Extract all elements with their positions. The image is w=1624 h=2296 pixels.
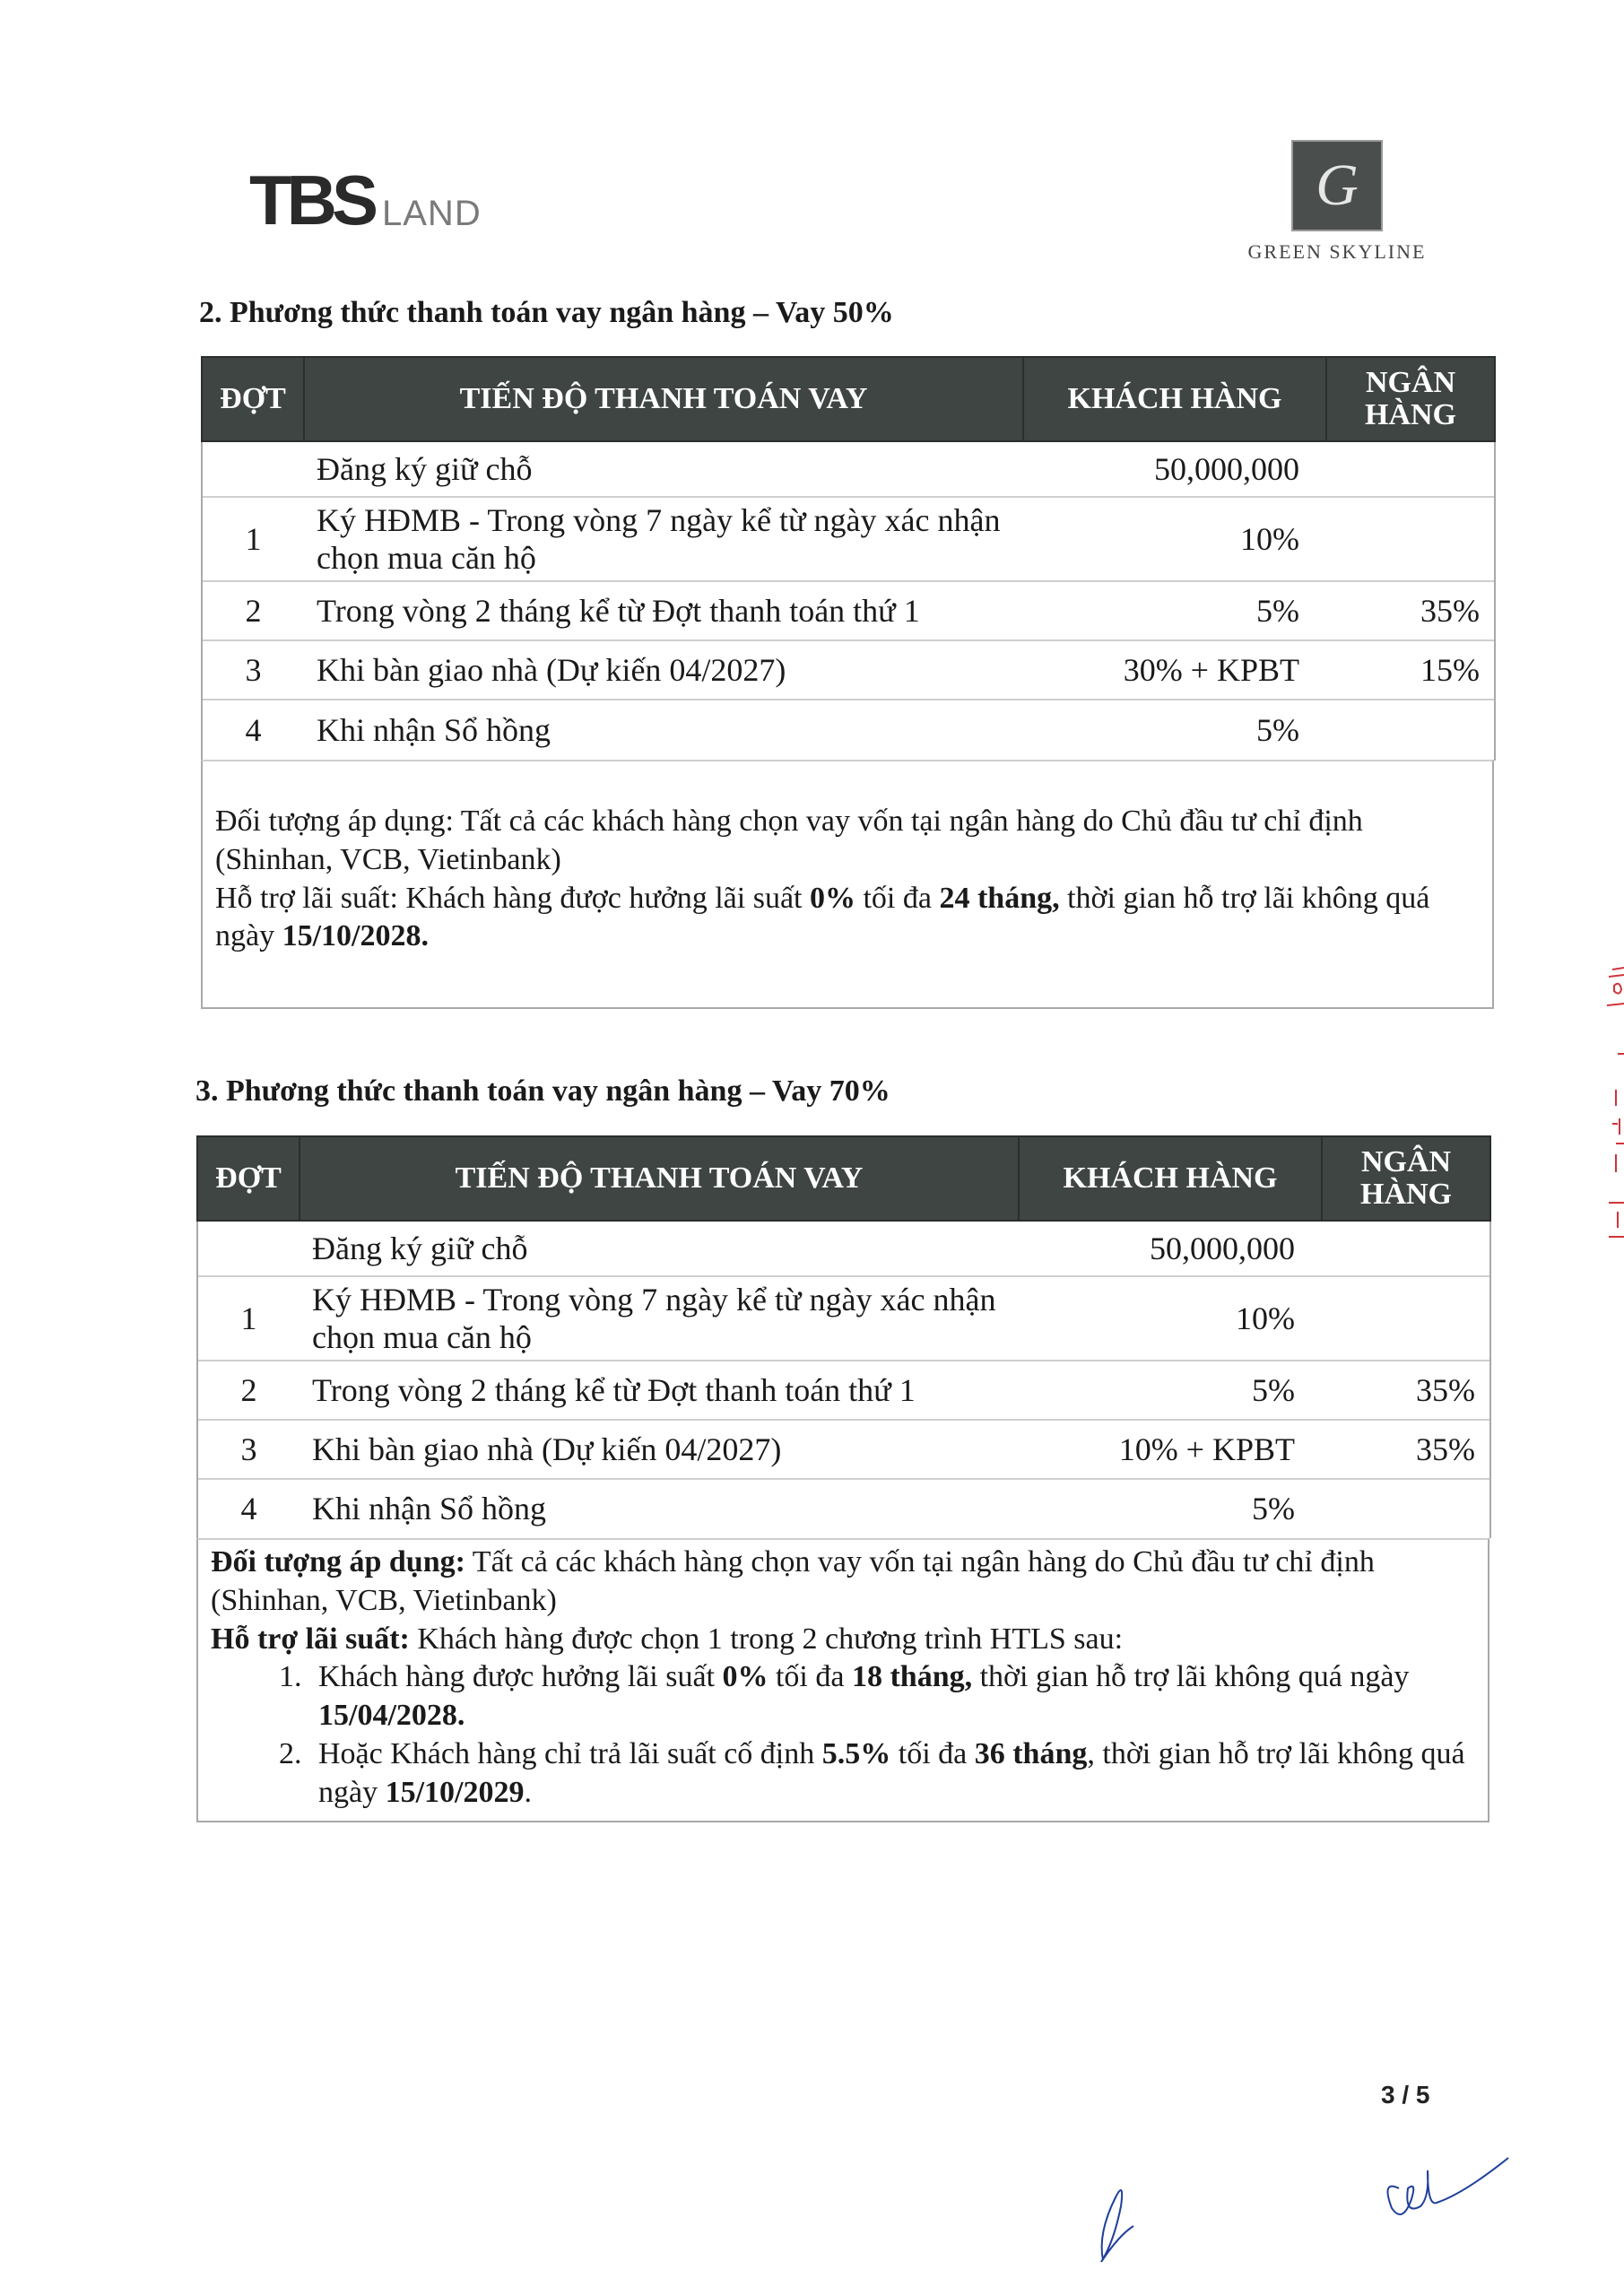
row-customer: 30% + KPBT — [1023, 640, 1326, 700]
applicable-text: Đối tượng áp dụng: Tất cả các khách hàng chọn vay vốn tại ngân hàng do Chủ đầu tư chỉ định (Shinhan, VCB, Vietinbank) — [215, 804, 1363, 876]
row-desc: Đăng ký giữ chỗ — [300, 1221, 1019, 1276]
row-dot: 1 — [197, 1276, 300, 1361]
tbs-land-logo — [249, 161, 482, 239]
col-header-dot: ĐỢT — [202, 357, 304, 441]
row-customer: 5% — [1023, 581, 1326, 640]
section-3-title: 3. Phương thức thanh toán vay ngân hàng – Vay 70% — [195, 1074, 890, 1108]
table-row — [197, 1420, 1490, 1479]
col-header-customer: KHÁCH HÀNG — [1023, 357, 1326, 441]
table-row — [197, 1221, 1490, 1276]
row-customer: 5% — [1023, 700, 1326, 761]
interest-options-list — [211, 1658, 1475, 1812]
row-dot: 1 — [202, 497, 304, 581]
col-header-bank-line2: HÀNG — [1365, 398, 1456, 431]
col-header-bank — [1322, 1136, 1490, 1221]
logo-land-text: LAND — [382, 194, 482, 233]
green-skyline-logo-letter: G — [1316, 152, 1359, 218]
list-item: 2. Hoặc Khách hàng chỉ trả lãi suất cố định 5.5% tối đa 36 tháng, thời gian hỗ trợ lãi không quá ngày 15/10/2029. — [309, 1735, 1475, 1813]
table-row — [197, 1361, 1490, 1420]
table-row — [202, 581, 1495, 640]
interest-support-text: Hỗ trợ lãi suất: Khách hàng được chọn 1 trong 2 chương trình HTLS sau: — [211, 1622, 1124, 1656]
row-dot: 2 — [202, 581, 304, 640]
payment-table-70 — [196, 1135, 1491, 1538]
row-customer: 50,000,000 — [1023, 441, 1326, 497]
row-dot: 4 — [197, 1479, 300, 1538]
list-item: 1. Khách hàng được hưởng lãi suất 0% tối đa 18 tháng, thời gian hỗ trợ lãi không quá ngày 15/04/2028. — [309, 1658, 1475, 1735]
logo-tbs-text: TBS — [249, 161, 373, 239]
section-3-note — [196, 1538, 1489, 1822]
applicable-text: Đối tượng áp dụng: Tất cả các khách hàng chọn vay vốn tại ngân hàng do Chủ đầu tư chỉ định (Shinhan, VCB, Vietinbank) — [211, 1545, 1375, 1617]
row-customer: 5% — [1019, 1361, 1322, 1420]
signature-left — [1076, 2170, 1148, 2278]
row-dot: 2 — [197, 1361, 300, 1420]
row-customer: 10% + KPBT — [1019, 1420, 1322, 1479]
row-customer: 50,000,000 — [1019, 1221, 1322, 1276]
col-header-dot: ĐỢT — [197, 1136, 300, 1221]
section-2-title: 2. Phương thức thanh toán vay ngân hàng – Vay 50% — [199, 296, 894, 329]
row-desc: Khi bàn giao nhà (Dự kiến 04/2027) — [304, 640, 1023, 700]
table-row — [202, 640, 1495, 700]
row-desc: Khi nhận Sổ hồng — [300, 1479, 1019, 1538]
col-header-progress: TIẾN ĐỘ THANH TOÁN VAY — [304, 357, 1023, 441]
interest-support-text: Hỗ trợ lãi suất: Khách hàng được hưởng lãi suất 0% tối đa 24 tháng, thời gian hỗ trợ lãi không quá ngày 15/10/2028. — [215, 881, 1430, 953]
row-bank: 35% — [1322, 1361, 1490, 1420]
table-row — [197, 1276, 1490, 1361]
row-desc: Khi bàn giao nhà (Dự kiến 04/2027) — [300, 1420, 1019, 1479]
row-customer: 10% — [1019, 1276, 1322, 1361]
row-bank: 15% — [1326, 640, 1495, 700]
page-number: 3 / 5 — [1381, 2081, 1430, 2109]
row-bank — [1326, 441, 1495, 497]
signature-right — [1372, 2135, 1533, 2233]
col-header-bank-line1: NGÂN — [1365, 366, 1456, 400]
row-desc: Trong vòng 2 tháng kể từ Đợt thanh toán thứ 1 — [300, 1361, 1019, 1420]
green-skyline-logo — [1291, 140, 1383, 231]
row-bank — [1326, 700, 1495, 761]
row-desc: Ký HĐMB - Trong vòng 7 ngày kể từ ngày xác nhận chọn mua căn hộ — [304, 497, 1023, 581]
green-skyline-logo-text: GREEN SKYLINE — [1247, 240, 1427, 263]
row-dot: 4 — [202, 700, 304, 761]
col-header-bank-line2: HÀNG — [1360, 1178, 1452, 1211]
table-row — [202, 497, 1495, 581]
row-desc: Khi nhận Sổ hồng — [304, 700, 1023, 761]
row-bank — [1326, 497, 1495, 581]
row-dot: 3 — [197, 1420, 300, 1479]
stamp-edge-marks — [1596, 964, 1624, 1251]
col-header-bank — [1326, 357, 1495, 441]
col-header-customer: KHÁCH HÀNG — [1019, 1136, 1322, 1221]
row-dot — [197, 1221, 300, 1276]
col-header-bank-line1: NGÂN — [1360, 1145, 1452, 1179]
table-row — [202, 700, 1495, 761]
table-row — [197, 1479, 1490, 1538]
row-customer: 5% — [1019, 1479, 1322, 1538]
payment-table-50 — [201, 356, 1496, 761]
row-desc: Đăng ký giữ chỗ — [304, 441, 1023, 497]
row-desc: Ký HĐMB - Trong vòng 7 ngày kể từ ngày xác nhận chọn mua căn hộ — [300, 1276, 1019, 1361]
col-header-progress: TIẾN ĐỘ THANH TOÁN VAY — [300, 1136, 1019, 1221]
table-row — [202, 441, 1495, 497]
row-bank: 35% — [1326, 581, 1495, 640]
row-desc: Trong vòng 2 tháng kể từ Đợt thanh toán thứ 1 — [304, 581, 1023, 640]
row-bank — [1322, 1221, 1490, 1276]
section-2-note — [201, 760, 1494, 1009]
row-bank: 35% — [1322, 1420, 1490, 1479]
row-dot — [202, 441, 304, 497]
row-bank — [1322, 1276, 1490, 1361]
row-customer: 10% — [1023, 497, 1326, 581]
row-dot: 3 — [202, 640, 304, 700]
row-bank — [1322, 1479, 1490, 1538]
